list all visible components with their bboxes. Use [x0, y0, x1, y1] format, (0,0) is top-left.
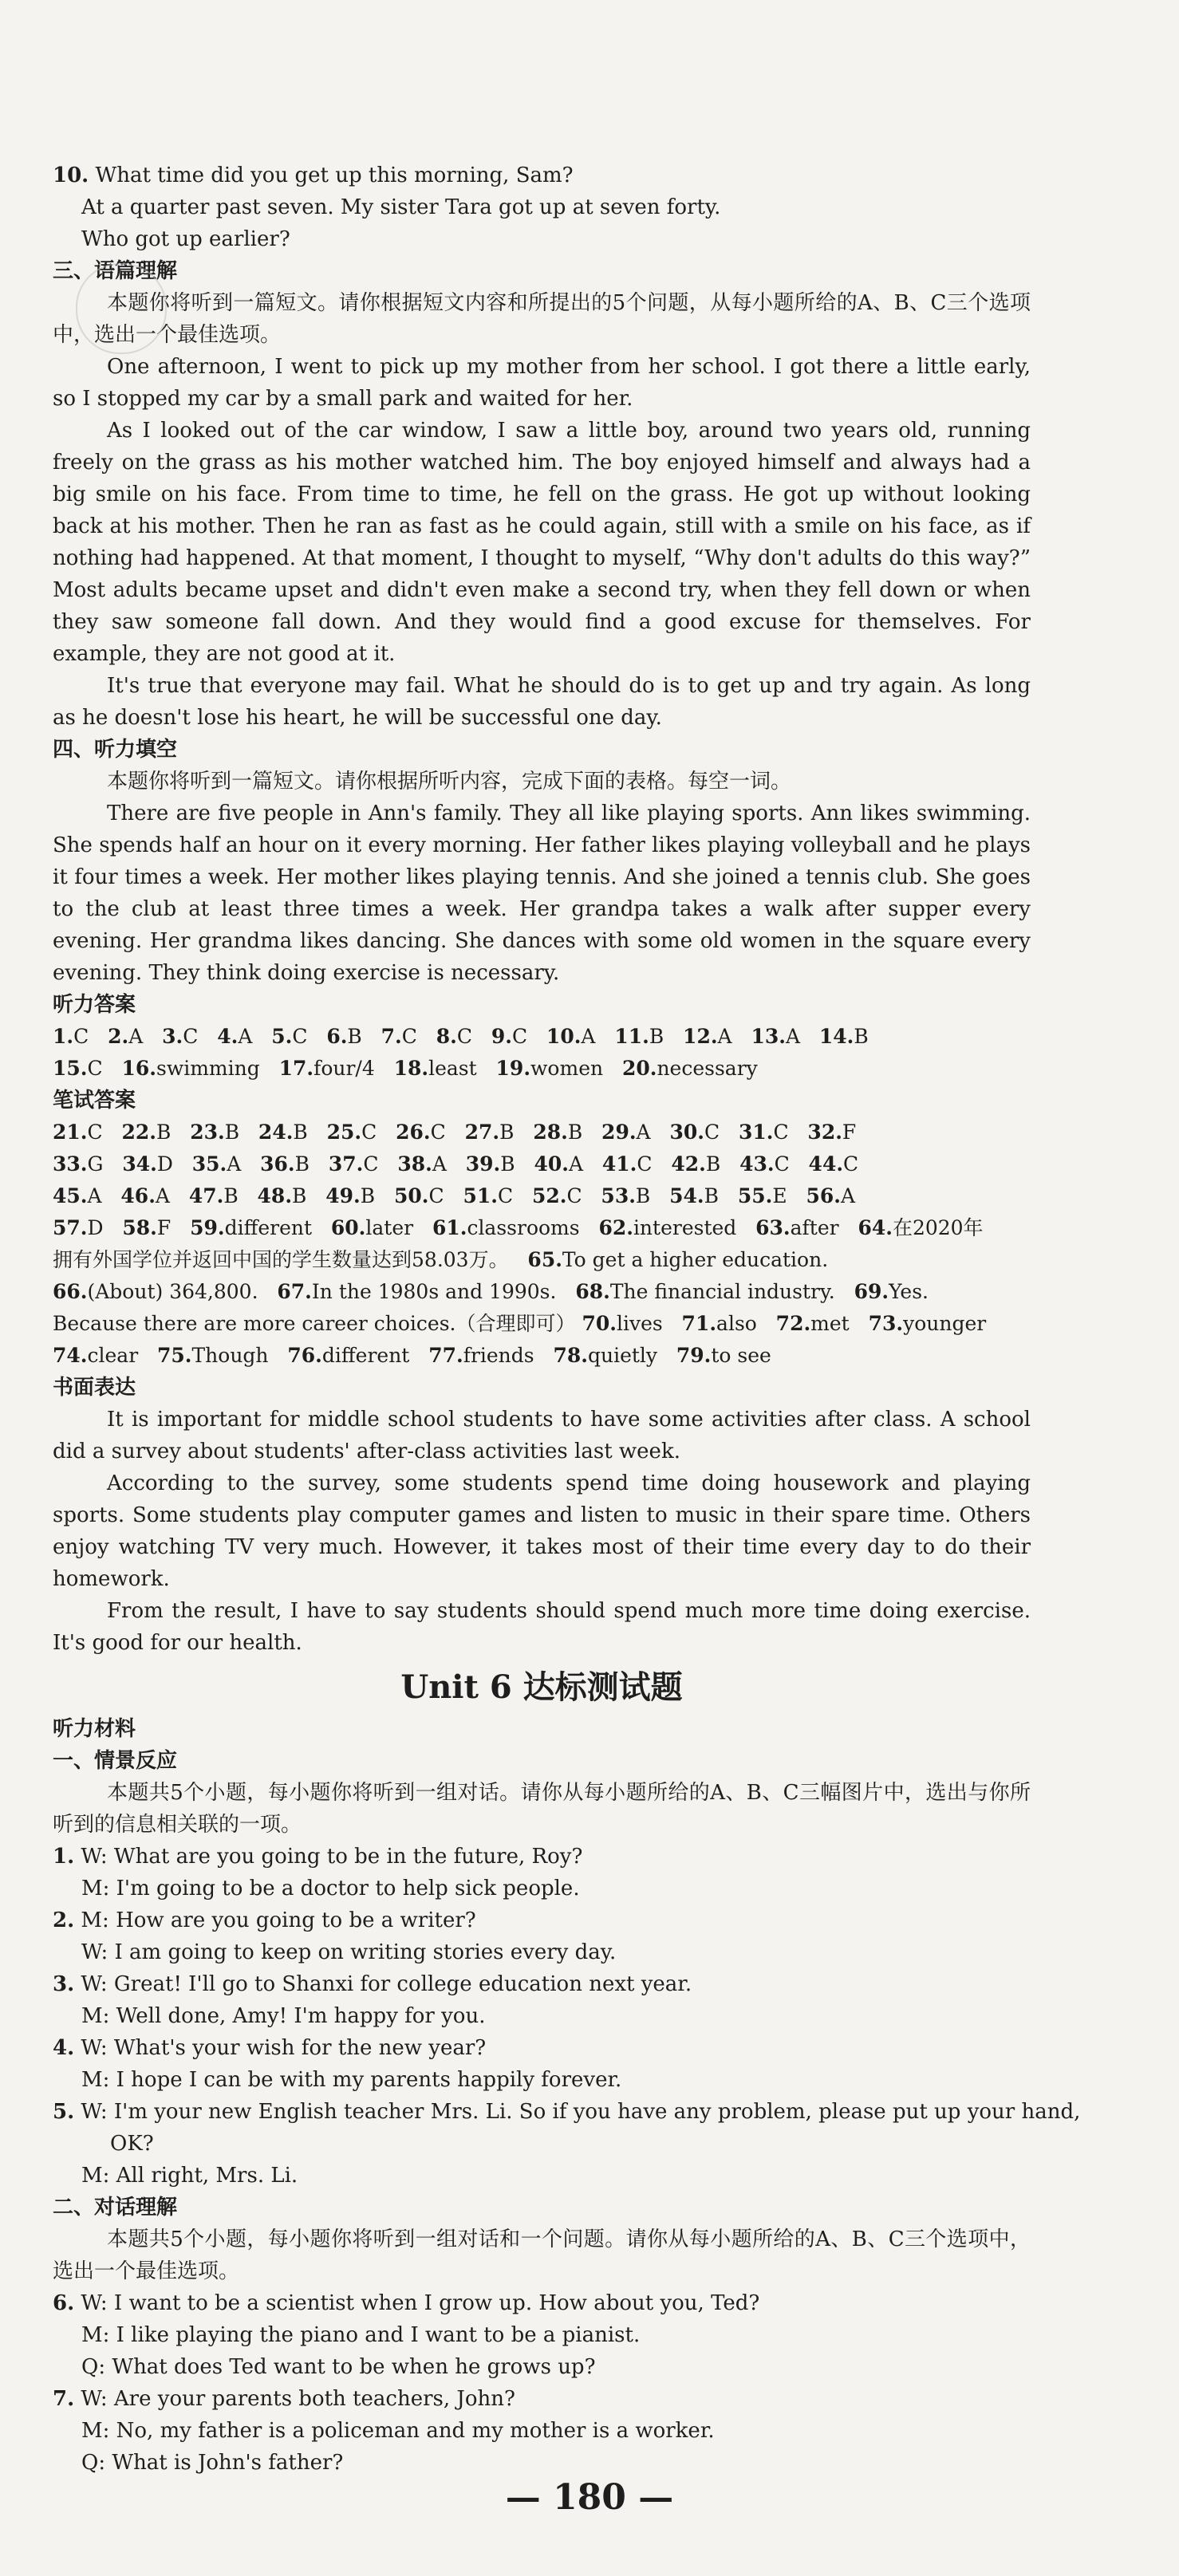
answer-value: (About) 364,800. [87, 1280, 258, 1303]
dialogue-3-line-b: M: Well done, Amy! I'm happy for you. [81, 2004, 486, 2028]
answer-number: 14. [818, 1025, 854, 1048]
dialogue-4-line-a: 4. W: What's your wish for the new year? [53, 2036, 487, 2060]
section-1-intro: 本题共5个小题，每小题你将听到一组对话。请你从每小题所给的A、B、C三幅图片中，选出与你所听到的信息相关联的一项。 [53, 1781, 1031, 1837]
answer-number: 44. [808, 1152, 844, 1176]
answer-number: 26. [396, 1121, 431, 1144]
answer-number: 8. [436, 1025, 457, 1048]
answer-value: B [347, 1025, 362, 1048]
dialogue-6-line-a: 6. W: I want to be a scientist when I grow up. How about you, Ted? [53, 2291, 760, 2315]
answer-number: 45. [53, 1184, 88, 1207]
answer-value: B [854, 1025, 869, 1048]
answer-value: later [365, 1216, 414, 1239]
answer-number: 23. [190, 1121, 225, 1144]
answer-value: C [773, 1121, 789, 1144]
dialogue-6-line-b: M: I like playing the piano and I want to be a pianist. [81, 2323, 641, 2347]
answer-value: A [568, 1152, 584, 1176]
answer-value: B [223, 1184, 239, 1207]
answer-value: B [293, 1121, 308, 1144]
answer-number: 71. [681, 1312, 717, 1335]
section-4-paragraph-1: There are five people in Ann's family. They all like playing sports. Ann likes swimming. She spends half an hour on it every morning. Her father likes playing volleyball and he plays it four times a week. Her mother likes playing tennis. And she joined a tennis club. She goes to the club at least three times a week. Her grandpa takes a walk after supper every evening. Her grandma likes dancing. She dances with some old women in the square every evening. They think doing exercise is necessary. [53, 802, 1031, 985]
answer-number: 70. [582, 1312, 617, 1335]
dialogue-4-line-b: M: I hope I can be with my parents happily forever. [81, 2068, 622, 2092]
answer-value: C [637, 1152, 653, 1176]
answer-value: B [704, 1184, 720, 1207]
section-4-intro: 本题你将听到一篇短文。请你根据所听内容，完成下面的表格。每空一词。 [107, 770, 792, 794]
dialogue-5-line-b: M: All right, Mrs. Li. [81, 2164, 298, 2188]
answer-number: 75. [157, 1344, 192, 1367]
answer-number: 32. [807, 1121, 842, 1144]
answer-value: Yes. [889, 1280, 929, 1303]
writing-paragraph-1: It is important for middle school students to have some activities after class. A school did a survey about students' after-class activities last week. [53, 1408, 1031, 1463]
answer-number: 9. [491, 1025, 512, 1048]
answer-number: 66. [53, 1280, 88, 1303]
answer-number: 35. [191, 1152, 227, 1176]
answer-value: clear [87, 1344, 139, 1367]
answer-number: 49. [325, 1184, 361, 1207]
answer-number: 6. [326, 1025, 348, 1048]
dialogue-1-line-a: 1. W: What are you going to be in the future, Roy? [53, 1845, 583, 1869]
unit-title: Unit 6 达标测试题 [400, 1668, 683, 1706]
answer-value: different [321, 1344, 410, 1367]
answer-value: younger [903, 1312, 987, 1335]
answer-value: B [649, 1025, 664, 1048]
section-2-heading: 二、对话理解 [53, 2196, 178, 2220]
watermark-stamp [76, 263, 167, 354]
answer-number: 64. [858, 1216, 893, 1239]
answer-value: F [842, 1121, 857, 1144]
section-3-paragraph-1: One afternoon, I went to pick up my mother from her school. I got there a little early, so I stopped my car by a small park and waited for her. [53, 355, 1031, 411]
answer-value: B [567, 1121, 583, 1144]
answer-number: 2. [108, 1025, 129, 1048]
section-3-paragraph-3: It's true that everyone may fail. What he should do is to get up and try again. As long as he doesn't lose his heart, he will be successful one day. [53, 674, 1031, 730]
answer-value: B [156, 1121, 172, 1144]
answer-value: least [428, 1057, 477, 1080]
answer-number: 68. [575, 1280, 610, 1303]
listening-answers-row-2 [53, 1053, 1031, 1085]
answer-number: 29. [601, 1121, 637, 1144]
answer-value: lives [616, 1312, 663, 1335]
answer-value: D [156, 1152, 173, 1176]
answer-value: A [840, 1184, 856, 1207]
written-answers-row-6 [53, 1276, 1031, 1308]
written-answers-row-5: 拥有外国学位并返回中国的学生数量达到58.03万。 65.To get a higher education. [53, 1248, 829, 1271]
answer-number: 39. [465, 1152, 501, 1176]
answer-value: In the 1980s and 1990s. [311, 1280, 557, 1303]
answer-number: 79. [676, 1344, 712, 1367]
answer-value: 在2020年 [892, 1216, 984, 1239]
answer-number: 67. [277, 1280, 312, 1303]
answer-value: classrooms [467, 1216, 580, 1239]
answer-number: 10. [546, 1025, 582, 1048]
answer-number: 12. [683, 1025, 718, 1048]
answer-number: 53. [601, 1184, 636, 1207]
written-answers-row-3 [53, 1180, 1031, 1212]
answer-number: 61. [432, 1216, 467, 1239]
answer-number: 60. [330, 1216, 366, 1239]
answer-value: B [635, 1184, 651, 1207]
answer-number: 76. [287, 1344, 322, 1367]
section-2-items [53, 2287, 1031, 2479]
answer-number: 42. [671, 1152, 706, 1176]
answer-number: 55. [737, 1184, 773, 1207]
answer-number: 17. [278, 1057, 314, 1080]
section-3-paragraph-2: As I looked out of the car window, I saw a little boy, around two years old, running freely on the grass as his mother watched him. The boy enjoyed himself and always had a big smile on his face. From time to time, he fell on the grass. He got up without looking back at his mother. Then he ran as fast as he could again, still with a smile on his face, as if nothing had happened. At that moment, I thought to myself, “Why don't adults do this way?” Most adults became upset and didn't even make a second try, when they fell down or when they saw someone fall down. And they would find a good excuse for themselves. For example, they are not good at it. [53, 419, 1031, 666]
answer-number: 37. [328, 1152, 364, 1176]
listening-answers-heading: 听力答案 [53, 993, 136, 1017]
answer-value: A [155, 1184, 170, 1207]
answer-value: after [790, 1216, 839, 1239]
dialogue-5-line-a: 5. W: I'm your new English teacher Mrs. Li. So if you have any problem, please put up your hand, [53, 2100, 1081, 2124]
answer-number: 51. [463, 1184, 498, 1207]
answer-value: swimming [156, 1057, 260, 1080]
written-answers-row-2 [53, 1148, 1031, 1180]
answer-value: The financial industry. [609, 1280, 835, 1303]
answer-value: C [73, 1025, 89, 1048]
dialogue-6-question: Q: What does Ted want to be when he grows up? [81, 2355, 596, 2379]
answer-number: 38. [397, 1152, 432, 1176]
answer-value: F [156, 1216, 172, 1239]
answer-number: 19. [495, 1057, 531, 1080]
section-3-intro: 本题你将听到一篇短文。请你根据短文内容和所提出的5个问题，从每小题所给的A、B、C三个选项中，选出一个最佳选项。 [53, 291, 1031, 347]
answer-number: 15. [53, 1057, 88, 1080]
answer-number: 74. [53, 1344, 88, 1367]
answer-number: 59. [190, 1216, 225, 1239]
q10-q: Who got up earlier? [81, 227, 290, 251]
answer-value: A [581, 1025, 596, 1048]
answer-value: C [704, 1121, 720, 1144]
answer-value: B [499, 1121, 515, 1144]
section-4-heading: 四、听力填空 [53, 738, 178, 762]
answer-number: 16. [121, 1057, 156, 1080]
answer-number: 56. [806, 1184, 841, 1207]
written-answers-row-8 [53, 1340, 1031, 1372]
q10-m: At a quarter past seven. My sister Tara got up at seven forty. [81, 195, 721, 219]
dialogue-5-line-a-cont: OK? [110, 2132, 154, 2156]
answer-number: 31. [738, 1121, 774, 1144]
answer-value: friends [463, 1344, 534, 1367]
answer-number: 30. [669, 1121, 704, 1144]
answer-number: 25. [326, 1121, 362, 1144]
answer-value: to see [711, 1344, 771, 1367]
section-1-items [53, 1841, 1081, 2192]
answer-number: 48. [257, 1184, 293, 1207]
answer-value: quietly [587, 1344, 658, 1367]
answer-value: necessary [657, 1057, 758, 1080]
answer-value: A [128, 1025, 144, 1048]
answer-number: 52. [531, 1184, 567, 1207]
answer-number: 54. [669, 1184, 704, 1207]
page-number: — 180 — [505, 2477, 674, 2518]
section-1-heading: 一、情景反应 [53, 1749, 178, 1773]
answer-value: interested [633, 1216, 737, 1239]
answer-number: 58. [122, 1216, 157, 1239]
answer-number: 65. [527, 1248, 562, 1271]
answer-number: 36. [260, 1152, 295, 1176]
answer-number: 1. [53, 1025, 74, 1048]
answer-value: B [500, 1152, 515, 1176]
q10-w: 10. What time did you get up this morning, Sam? [53, 163, 574, 187]
answer-number: 3. [162, 1025, 183, 1048]
answer-value: C [361, 1121, 377, 1144]
answer-number: 34. [122, 1152, 157, 1176]
answer-number: 50. [393, 1184, 429, 1207]
answer-value: C [456, 1025, 472, 1048]
answer-number: 22. [121, 1121, 156, 1144]
answer-number: 5. [271, 1025, 293, 1048]
answer-value: A [636, 1121, 651, 1144]
dialogue-7-question: Q: What is John's father? [81, 2451, 344, 2475]
answer-number: 41. [601, 1152, 637, 1176]
answer-value: four/4 [313, 1057, 375, 1080]
answer-value: A [87, 1184, 102, 1207]
answer-value: B [705, 1152, 721, 1176]
answer-value: B [224, 1121, 240, 1144]
answer-value: C [292, 1025, 308, 1048]
answer-value: C [87, 1121, 103, 1144]
dialogue-7-line-b: M: No, my father is a policeman and my mother is a worker. [81, 2419, 715, 2443]
answer-value: C [843, 1152, 859, 1176]
answer-value: B [360, 1184, 376, 1207]
answer-value: C [511, 1025, 528, 1048]
writing-heading: 书面表达 [53, 1376, 136, 1400]
answer-number: 7. [381, 1025, 402, 1048]
section-2-intro: 本题共5个小题，每小题你将听到一组对话和一个问题。请你从每小题所给的A、B、C三个选项中，选出一个最佳选项。 [53, 2227, 1031, 2283]
answer-number: 11. [614, 1025, 649, 1048]
answer-value: B [294, 1152, 310, 1176]
dialogue-1-line-b: M: I'm going to be a doctor to help sick people. [81, 1877, 580, 1900]
answer-value: women [530, 1057, 604, 1080]
answer-number: 18. [393, 1057, 429, 1080]
answer-value: Though [191, 1344, 269, 1367]
answer-value: met [810, 1312, 850, 1335]
answer-number: 24. [258, 1121, 294, 1144]
answer-value: C [774, 1152, 790, 1176]
answer-number: 47. [188, 1184, 224, 1207]
writing-paragraph-2: According to the survey, some students spend time doing housework and playing sports. Some students play computer games and listen to music in their spare time. Others enjoy watching TV very much. However, it takes most of their time every day to do their homework. [53, 1471, 1031, 1591]
answer-number: 73. [868, 1312, 904, 1335]
writing-paragraph-3: From the result, I have to say students should spend much more time doing exercise. It's good for our health. [53, 1599, 1031, 1655]
listening-answers-row-1 [53, 1021, 1031, 1053]
written-answers-row-4 [53, 1212, 1031, 1244]
section-3-heading: 三、语篇理解 [53, 259, 178, 283]
answer-number: 57. [53, 1216, 88, 1239]
answer-number: 4. [217, 1025, 239, 1048]
written-answers-row-1 [53, 1117, 1031, 1148]
answer-value: also [716, 1312, 757, 1335]
answer-number: 43. [739, 1152, 775, 1176]
answer-value: D [87, 1216, 104, 1239]
answer-value: different [224, 1216, 313, 1239]
written-answers-heading: 笔试答案 [53, 1089, 136, 1113]
answer-value: A [785, 1025, 801, 1048]
answer-number: 72. [775, 1312, 811, 1335]
answer-number: 40. [534, 1152, 569, 1176]
answer-number: 78. [553, 1344, 588, 1367]
answer-value: A [717, 1025, 732, 1048]
answer-value: C [87, 1057, 103, 1080]
answer-number: 77. [428, 1344, 463, 1367]
answer-value: C [363, 1152, 379, 1176]
answer-value: To get a higher education. [562, 1248, 829, 1271]
answer-value: C [428, 1184, 444, 1207]
dialogue-7-line-a: 7. W: Are your parents both teachers, John? [53, 2387, 515, 2411]
answer-value: A [432, 1152, 447, 1176]
answer-number: 63. [755, 1216, 791, 1239]
answer-number: 46. [120, 1184, 156, 1207]
answer-value: B [292, 1184, 307, 1207]
answer-number: 28. [533, 1121, 568, 1144]
answer-value: C [183, 1025, 199, 1048]
answer-number: 69. [854, 1280, 889, 1303]
answer-number: 62. [598, 1216, 633, 1239]
dialogue-2-line-a: 2. M: How are you going to be a writer? [53, 1908, 476, 1932]
answer-number: 20. [621, 1057, 657, 1080]
answer-value: C [497, 1184, 514, 1207]
answer-number: 27. [464, 1121, 500, 1144]
answer-value: C [430, 1121, 446, 1144]
answer-value: C [401, 1025, 417, 1048]
answer-number: 13. [751, 1025, 786, 1048]
answer-value: G [87, 1152, 104, 1176]
answer-value: A [227, 1152, 242, 1176]
answer-value: C [566, 1184, 582, 1207]
answer-number: 21. [53, 1121, 88, 1144]
listening-material-heading: 听力材料 [53, 1717, 136, 1741]
dialogue-3-line-a: 3. W: Great! I'll go to Shanxi for college education next year. [53, 1972, 692, 1996]
answer-number: 33. [53, 1152, 88, 1176]
written-answers-row-7: Because there are more career choices.（合理即可） 70.lives 71.also 72.met 73.younger [53, 1312, 987, 1335]
dialogue-2-line-b: W: I am going to keep on writing stories every day. [81, 1940, 617, 1964]
answer-value: A [238, 1025, 253, 1048]
answer-value: E [772, 1184, 787, 1207]
